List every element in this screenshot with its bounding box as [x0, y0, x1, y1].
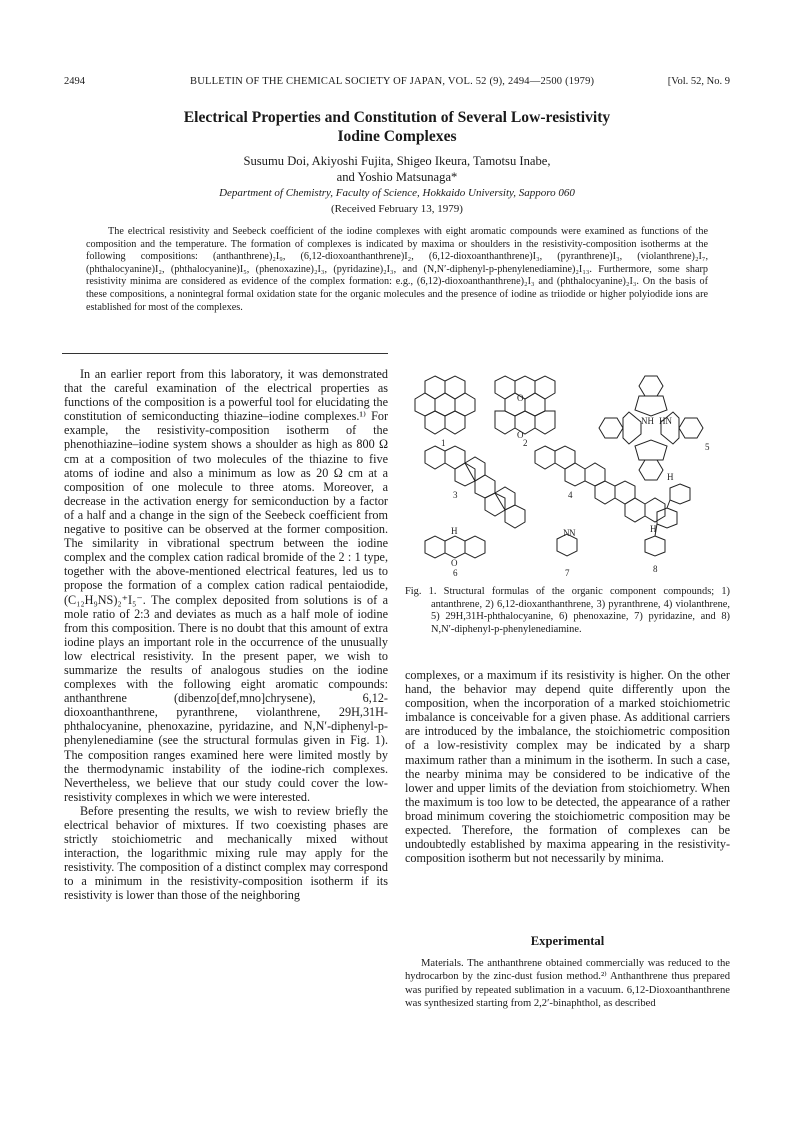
nitrogen-label: N	[569, 528, 576, 538]
experimental-paragraph: Materials. The anthanthrene obtained commercially was reduced to the hydrocarbon by the zinc-dust fusion method.²⁾ Anthanthrene thus prepared was purified by repeated sublimation in a vacuum. 6,12-Dioxoanthanthrene was synthesized starting from 2,2′-binaphthol, as described	[405, 958, 730, 1009]
caption-text: Fig. 1. Structural formulas of the organic component compounds; 1) antanthrene, 2) 6,12-dioxanthanthrene, 3) pyranthrene, 4) violanthrene, 5) 29H,31H-phthalocyanine, 6) phenoxazine, 7) pyridazine, and 8) N,N′-diphenyl-p-phenylenediamine.	[405, 586, 730, 635]
abstract-divider	[62, 353, 388, 354]
molecule-violanthrene	[535, 446, 665, 522]
structure-number-8: 8	[653, 564, 658, 574]
abstract-text: The electrical resistivity and Seebeck coefficient of the iodine complexes with eight aromatic compounds were examined as functions of the composition and the temperature. The formation of complexes is indicated by maxima or shoulders in the resistivity-composition isotherms at the following compositions: (anthanthrene)₂I₉, (6,12-dioxoanthanthrene)I₂, (6,12-dioxoanthanthrene)I₃, (pyranthrene)I₃, (violanthrene)₂I₇, (phthalocyanine)I₂, (phthalocyanine)I₅, (phenoxazine)₂I₃, (pyridazine)₂I₃, and (N,N′-diphenyl-p-phenylenediamine)₂I₁₃. Furthermore, some sharp resistivity minima are considered as evidence of the complex formation: e.g., (6,12)-dioxoanthanthrene)₂I₃ and (phthalocyanine)₂I₃. On the basis of these compositions, a nonintegral formal oxidation state for the organic molecules and the presence of iodine as triiodide or higher polyiodide ions are established for most of the complexes.	[86, 226, 708, 313]
oxygen-label: O	[517, 430, 524, 440]
molecule-dioxoanthanthrene	[495, 376, 555, 434]
structure-number-6: 6	[453, 568, 458, 578]
structure-number-5: 5	[705, 442, 710, 452]
affiliation: Department of Chemistry, Faculty of Science, Hokkaido University, Sapporo 060	[219, 187, 575, 199]
title-line-1: Electrical Properties and Constitution of Several Low-resistivity	[183, 109, 611, 126]
oxygen-label: O	[451, 558, 458, 568]
page-number: 2494	[64, 76, 85, 87]
left-column	[64, 367, 388, 903]
oxygen-label: O	[517, 393, 524, 403]
structure-number-7: 7	[565, 568, 570, 578]
molecule-phenoxazine	[425, 536, 485, 558]
structural-formulas	[405, 366, 730, 580]
section-heading-experimental: Experimental	[530, 934, 605, 948]
running-header	[64, 76, 730, 90]
h-label: H	[451, 526, 458, 536]
experimental-section	[405, 957, 730, 1010]
h-label: H	[650, 524, 657, 534]
journal-citation: BULLETIN OF THE CHEMICAL SOCIETY OF JAPAN, VOL. 52 (9), 2494—2500 (1979)	[190, 76, 595, 87]
nitrogen-label: N	[563, 528, 570, 538]
hn-label: HN	[659, 416, 672, 426]
title-line-2: Iodine Complexes	[337, 128, 457, 145]
figure-caption	[405, 586, 730, 636]
structure-number-1: 1	[441, 438, 446, 448]
structure-number-3: 3	[453, 490, 458, 500]
authors-line-2: and Yoshio Matsunaga*	[336, 170, 458, 184]
right-column	[405, 668, 730, 865]
molecule-pyranthrene	[425, 446, 525, 528]
structure-number-4: 4	[568, 490, 573, 500]
body-paragraph-3: complexes, or a maximum if its resistivity is higher. On the other hand, the behavior may depend quite differently upon the composition, when the incorporation of a marked stoichiometric imbalance is conceivable for a given phase. As additional carriers are introduced by the imbalance, the stoichiometric composition of a low-resistivity complex may be indicated by a sharp maximum rather than a minimum in the isotherm. In such a case, the nearby minima may be considered to be indicative of the lower and upper limits of the deviation from stoichiometry. When the maximum is too low to be detected, the appearance of a rather broad minimum covering the stoichiometric composition may be expected. Therefore, the formation of complexes can be undoubtedly established by maxima appearing in the resistivity-composition isotherm but not necessarily by minima.	[405, 668, 730, 866]
volume-issue: [Vol. 52, No. 9	[667, 76, 730, 87]
h-label: H	[667, 472, 674, 482]
molecule-anthanthrene	[415, 376, 475, 434]
body-paragraph-2: Before presenting the results, we wish to review briefly the electrical behavior of mixtures. If two coexisting phases are strictly stoichiometric and mechanically mixed without interaction, the logarithmic mixing rule may apply for the resistivity. The composition of a distinct complex may correspond to a minimum in the resistivity-composition isotherm if its resistivity is lower than those of the neighboring	[64, 803, 388, 903]
figure-1	[405, 366, 730, 580]
abstract	[86, 226, 708, 314]
author-list	[64, 153, 730, 185]
molecule-phthalocyanine	[599, 376, 703, 480]
article-title	[64, 108, 730, 146]
received-date: (Received February 13, 1979)	[331, 203, 463, 215]
body-paragraph-1: In an earlier report from this laboratory, it was demonstrated that the careful examination of the electrical properties as functions of the composition is a powerful tool for elucidating the constitution of semiconducting thiazine–iodine complexes.¹⁾ For example, the resistivity-composition isotherm of the phenothiazine–iodine system shows a shoulder as high as 800 Ω cm at a composition of two molecules of the thiazine to five atoms of iodine and also a minimum as low as 20 Ω cm at a composition of one molecule to three atoms. Moreover, a decrease in the activation energy for semiconduction by a factor of a half and a change in the sign of the Seebeck coefficient from negative to positive can be observed at the former composition. The similarity in vibrational spectrum between the iodine complex and the complex cation radical bromide of the 2 : 1 type, together with the above-mentioned electrical features, led us to propose the formation of a complex cation radical pentaiodide, (C₁₂H₉NS)₂⁺I₅⁻. The complex deposited from solutions is of a mole ratio of 2:3 and deviates as much as a half mole of iodine from this composition. There is no doubt that this amount of extra iodine plays an important role in the occurrence of the unusually low electrical resistivity. In the present paper, we wish to summarize the results of analogous studies on the iodine complexes with the following eight aromatic compounds: anthanthrene (dibenzo[def,mno]chrysene), 6,12-dioxoanthanthrene, pyranthrene, violanthrene, 29H,31H-phthalocyanine, phenoxazine, pyridazine, and N,N′-diphenyl-p-phenylenediamine (see the structural formulas given in Fig. 1). The composition ranges examined here were limited mostly by the thermodynamic instability of the iodine-rich complexes. Nevertheless, we believe that our study could cover the low-resistivity complexes in which we were interested.	[64, 367, 388, 804]
structure-number-2: 2	[523, 438, 528, 448]
nh-label: NH	[641, 416, 654, 426]
authors-line-1: Susumu Doi, Akiyoshi Fujita, Shigeo Ikeura, Tamotsu Inabe,	[243, 154, 551, 168]
